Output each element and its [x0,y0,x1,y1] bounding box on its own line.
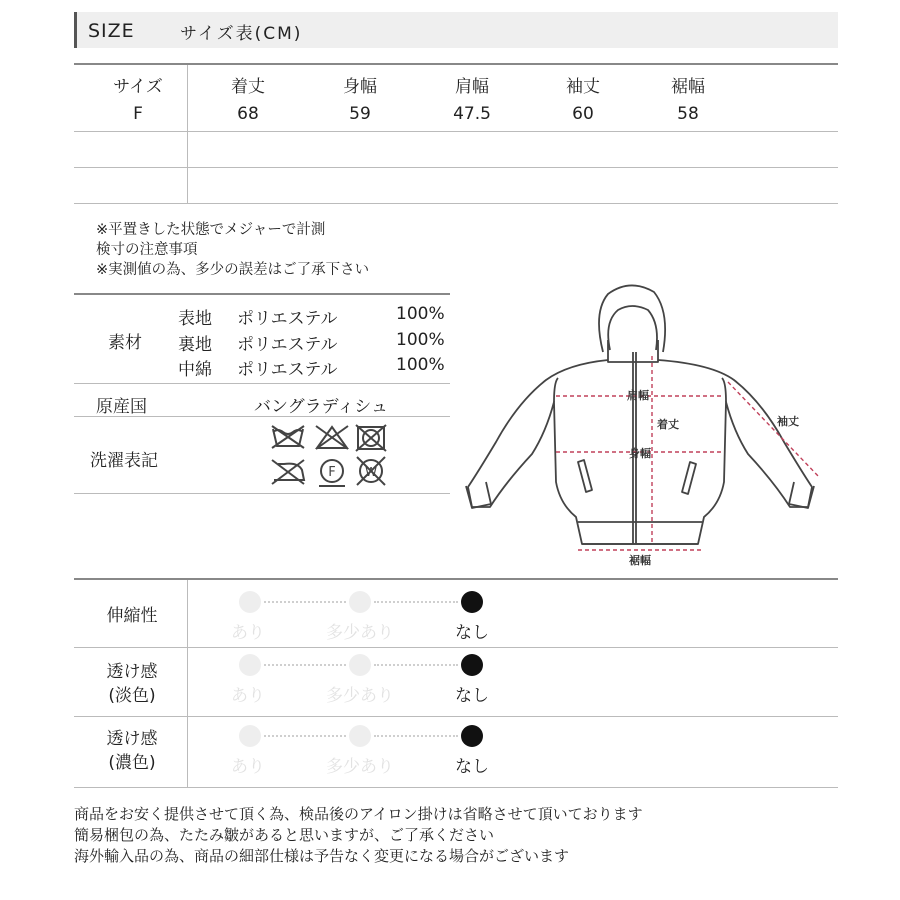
no-tumble-dry-icon [356,425,386,451]
col-header-size: サイズ [113,77,163,97]
no-wash-icon [272,426,304,448]
care-symbols [270,424,394,490]
material-fabric-padding: ポリエステル [237,360,338,380]
svg-text:F: F [328,465,336,480]
scale-option-stretch-2: 多少あり [326,623,394,643]
svg-text:着丈: 着丈 [657,418,679,431]
material-fabric-outer: ポリエステル [237,309,338,329]
no-iron-icon [272,460,304,484]
scale-label-stretch: 伸縮性 [106,606,158,626]
scale-option-light-1: あり [231,686,265,706]
scale-dot-light-3-selected [461,654,483,676]
scale-option-dark-1: あり [231,757,265,777]
material-part-outer: 表地 [178,309,212,329]
scale-label-light-1: 透け感 [106,662,158,682]
size-chart-title: サイズ表(CM) [180,24,303,44]
origin-label: 原産国 [96,397,147,417]
cell-hem: 58 [677,104,699,124]
scale-option-light-3: なし [455,686,489,706]
sleeve-measure [728,382,820,478]
scale-dot-dark-2 [349,725,371,747]
svg-text:身幅: 身幅 [629,447,651,460]
scale-dot-dark-3-selected [461,725,483,747]
col-header-body-width: 身幅 [343,77,377,97]
material-label: 素材 [108,333,142,353]
origin-value: バングラディシュ [254,397,388,417]
cell-size: F [133,104,143,124]
scale-option-dark-3: なし [455,757,489,777]
jacket-diagram [458,282,830,572]
scale-dot-light-2 [349,654,371,676]
note-line-1: ※平置きした状態でメジャーで計測 [96,222,326,238]
note-line-3: ※実測値の為、多少の誤差はご了承下さい [96,262,370,278]
scale-label-light-2: (淡色) [108,686,156,706]
svg-text:W: W [365,465,377,479]
material-part-padding: 中綿 [178,360,212,380]
footer-note-3: 海外輸入品の為、商品の細部仕様は予告なく変更になる場合がございます [74,847,570,865]
scale-option-stretch-1: あり [231,623,265,643]
svg-text:裾幅: 裾幅 [629,554,651,567]
material-pct-outer: 100% [396,304,445,324]
scale-dot-light-1 [239,654,261,676]
scale-dot-dark-1 [239,725,261,747]
scale-label-dark-2: (濃色) [108,753,156,773]
scale-option-stretch-3: なし [455,623,489,643]
scale-dot-stretch-2 [349,591,371,613]
material-fabric-lining: ポリエステル [237,335,338,355]
care-label: 洗濯表記 [90,451,158,471]
footer-note-1: 商品をお安く提供させて頂く為、検品後のアイロン掛けは省略させて頂いております [74,805,643,823]
size-heading: SIZE [88,20,135,42]
col-header-sleeve: 袖丈 [566,77,600,97]
footer-note-2: 簡易梱包の為、たたみ皺があると思いますが、ご了承ください [74,826,495,844]
note-line-2: 検寸の注意事項 [96,242,198,258]
svg-text:袖丈: 袖丈 [777,415,799,428]
cell-sleeve: 60 [572,104,594,124]
col-header-hem: 裾幅 [671,77,705,97]
col-header-shoulder: 肩幅 [455,77,489,97]
scale-dot-stretch-3-selected [461,591,483,613]
scale-option-dark-2: 多少あり [326,757,394,777]
scale-option-light-2: 多少あり [326,686,394,706]
material-part-lining: 裏地 [178,335,212,355]
no-bleach-icon [316,426,348,449]
scale-label-dark-1: 透け感 [106,729,158,749]
material-pct-padding: 100% [396,355,445,375]
svg-text:肩幅: 肩幅 [627,389,649,402]
cell-body-width: 59 [349,104,371,124]
scale-dot-stretch-1 [239,591,261,613]
material-pct-lining: 100% [396,330,445,350]
cell-shoulder: 47.5 [453,104,491,124]
cell-length: 68 [237,104,259,124]
col-header-length: 着丈 [231,77,265,97]
